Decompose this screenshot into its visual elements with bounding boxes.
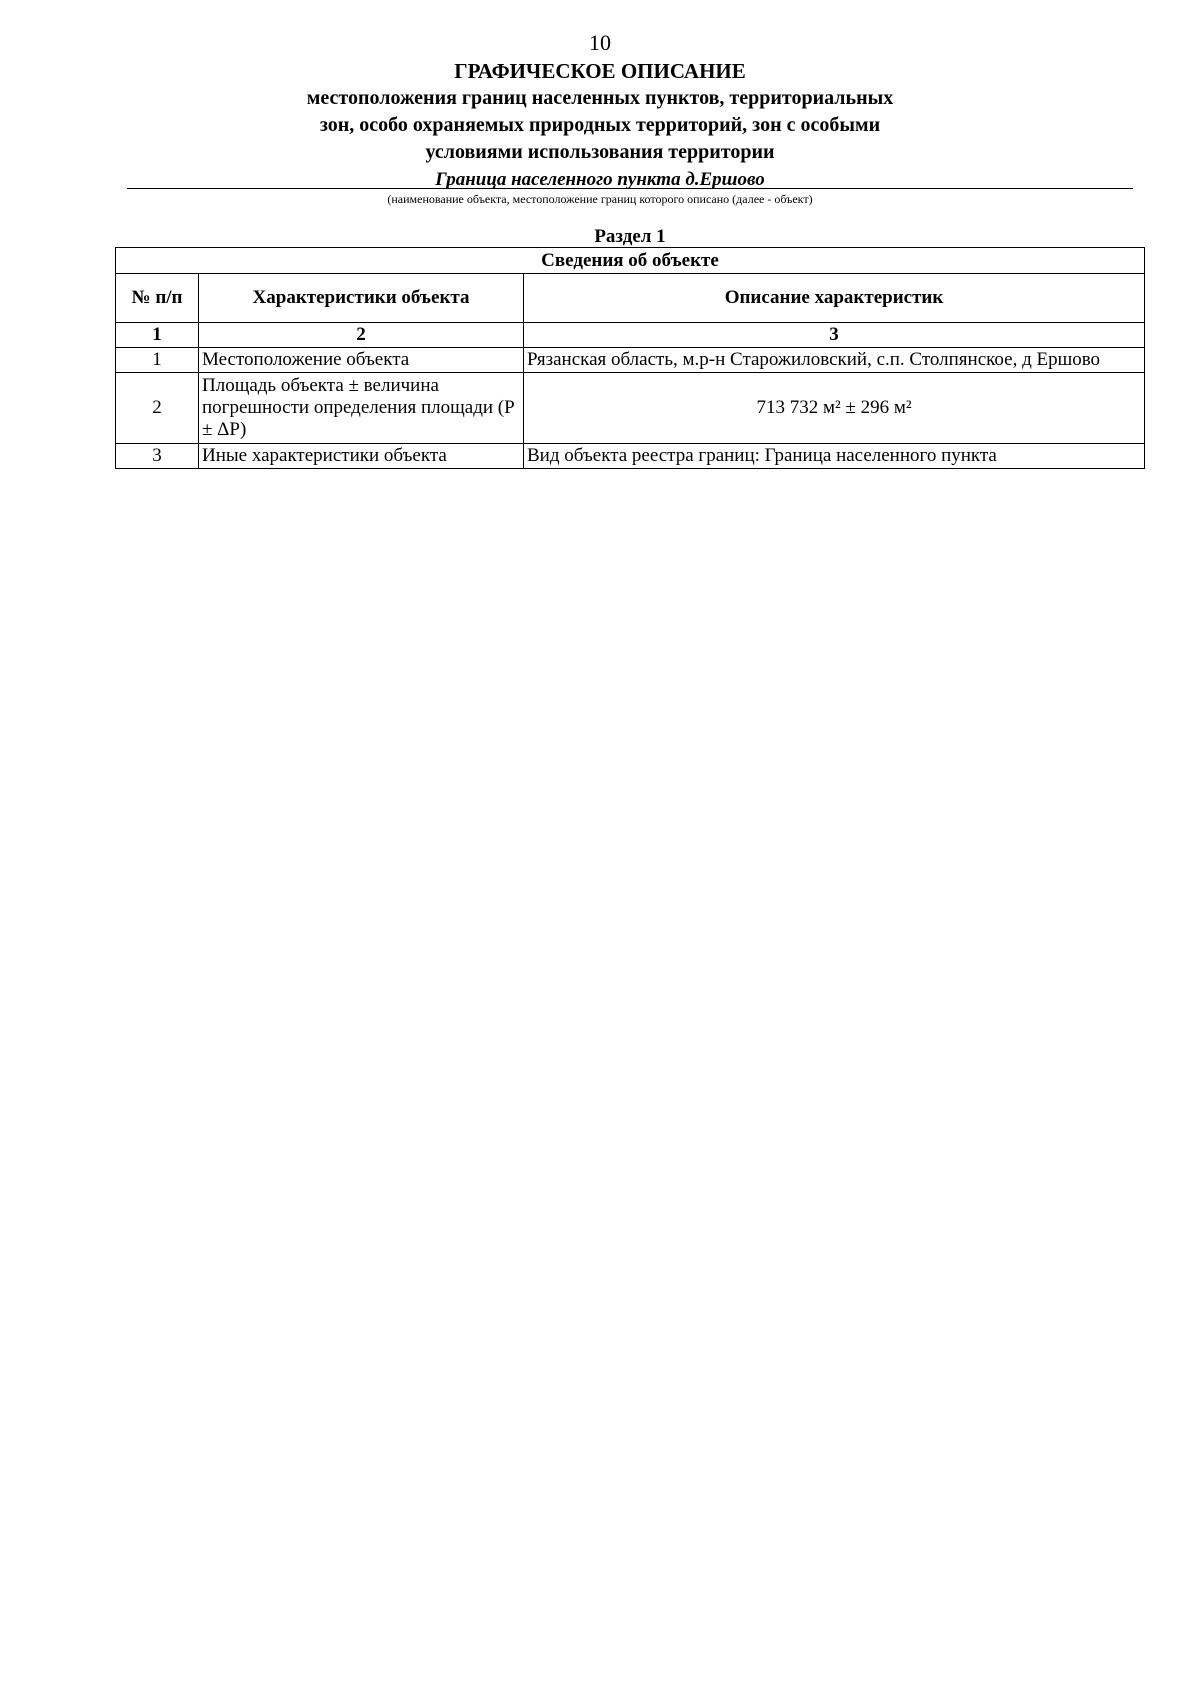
- document-title: ГРАФИЧЕСКОЕ ОПИСАНИЕ: [454, 59, 746, 83]
- row-characteristic: Иные характеристики объекта: [199, 444, 524, 469]
- row-num: 1: [116, 348, 199, 373]
- row-description: Вид объекта реестра границ: Граница населенного пункта: [524, 444, 1145, 469]
- section-title: Раздел 1: [594, 226, 666, 247]
- row-characteristic: Местоположение объекта: [199, 348, 524, 373]
- document-subtitle-line-2: зон, особо охраняемых природных территорий, зон с особыми: [319, 114, 881, 136]
- row-description: 713 732 м² ± 296 м²: [524, 373, 1145, 444]
- header-num: [116, 274, 199, 323]
- row-num: 2: [116, 373, 199, 444]
- object-info-table: [115, 247, 1145, 469]
- header-characteristic: Характеристики объекта: [199, 274, 524, 323]
- table-row: [116, 348, 1145, 373]
- underline-rule: [127, 188, 1133, 189]
- column-number-1: 1: [116, 323, 199, 348]
- table-row: [116, 373, 1145, 444]
- document-subtitle-line-3: условиями использования территории: [425, 141, 775, 163]
- column-number-2: 2: [199, 323, 524, 348]
- object-name: Граница населенного пункта д.Ершово: [435, 169, 765, 190]
- object-caption: (наименование объекта, местоположение границ которого описано (далее - объект): [387, 192, 813, 206]
- table-row: [116, 444, 1145, 469]
- page-number: 10: [589, 30, 611, 55]
- title-block: [0, 58, 1200, 193]
- column-number-row: [116, 323, 1145, 348]
- column-number-3: 3: [524, 323, 1145, 348]
- row-characteristic: Площадь объекта ± величина погрешности определения площади (P ± ΔP): [199, 373, 524, 444]
- document-subtitle-line-1: местоположения границ населенных пунктов, территориальных: [306, 87, 894, 109]
- row-num: 3: [116, 444, 199, 469]
- header-num-label: № п/п: [131, 287, 183, 308]
- table-title-row: [116, 248, 1145, 274]
- column-header-row: [116, 274, 1145, 323]
- header-description: Описание характеристик: [524, 274, 1145, 323]
- row-description: Рязанская область, м.р-н Старожиловский, с.п. Столпянское, д Ершово: [524, 348, 1145, 373]
- table-title: Сведения об объекте: [116, 248, 1145, 274]
